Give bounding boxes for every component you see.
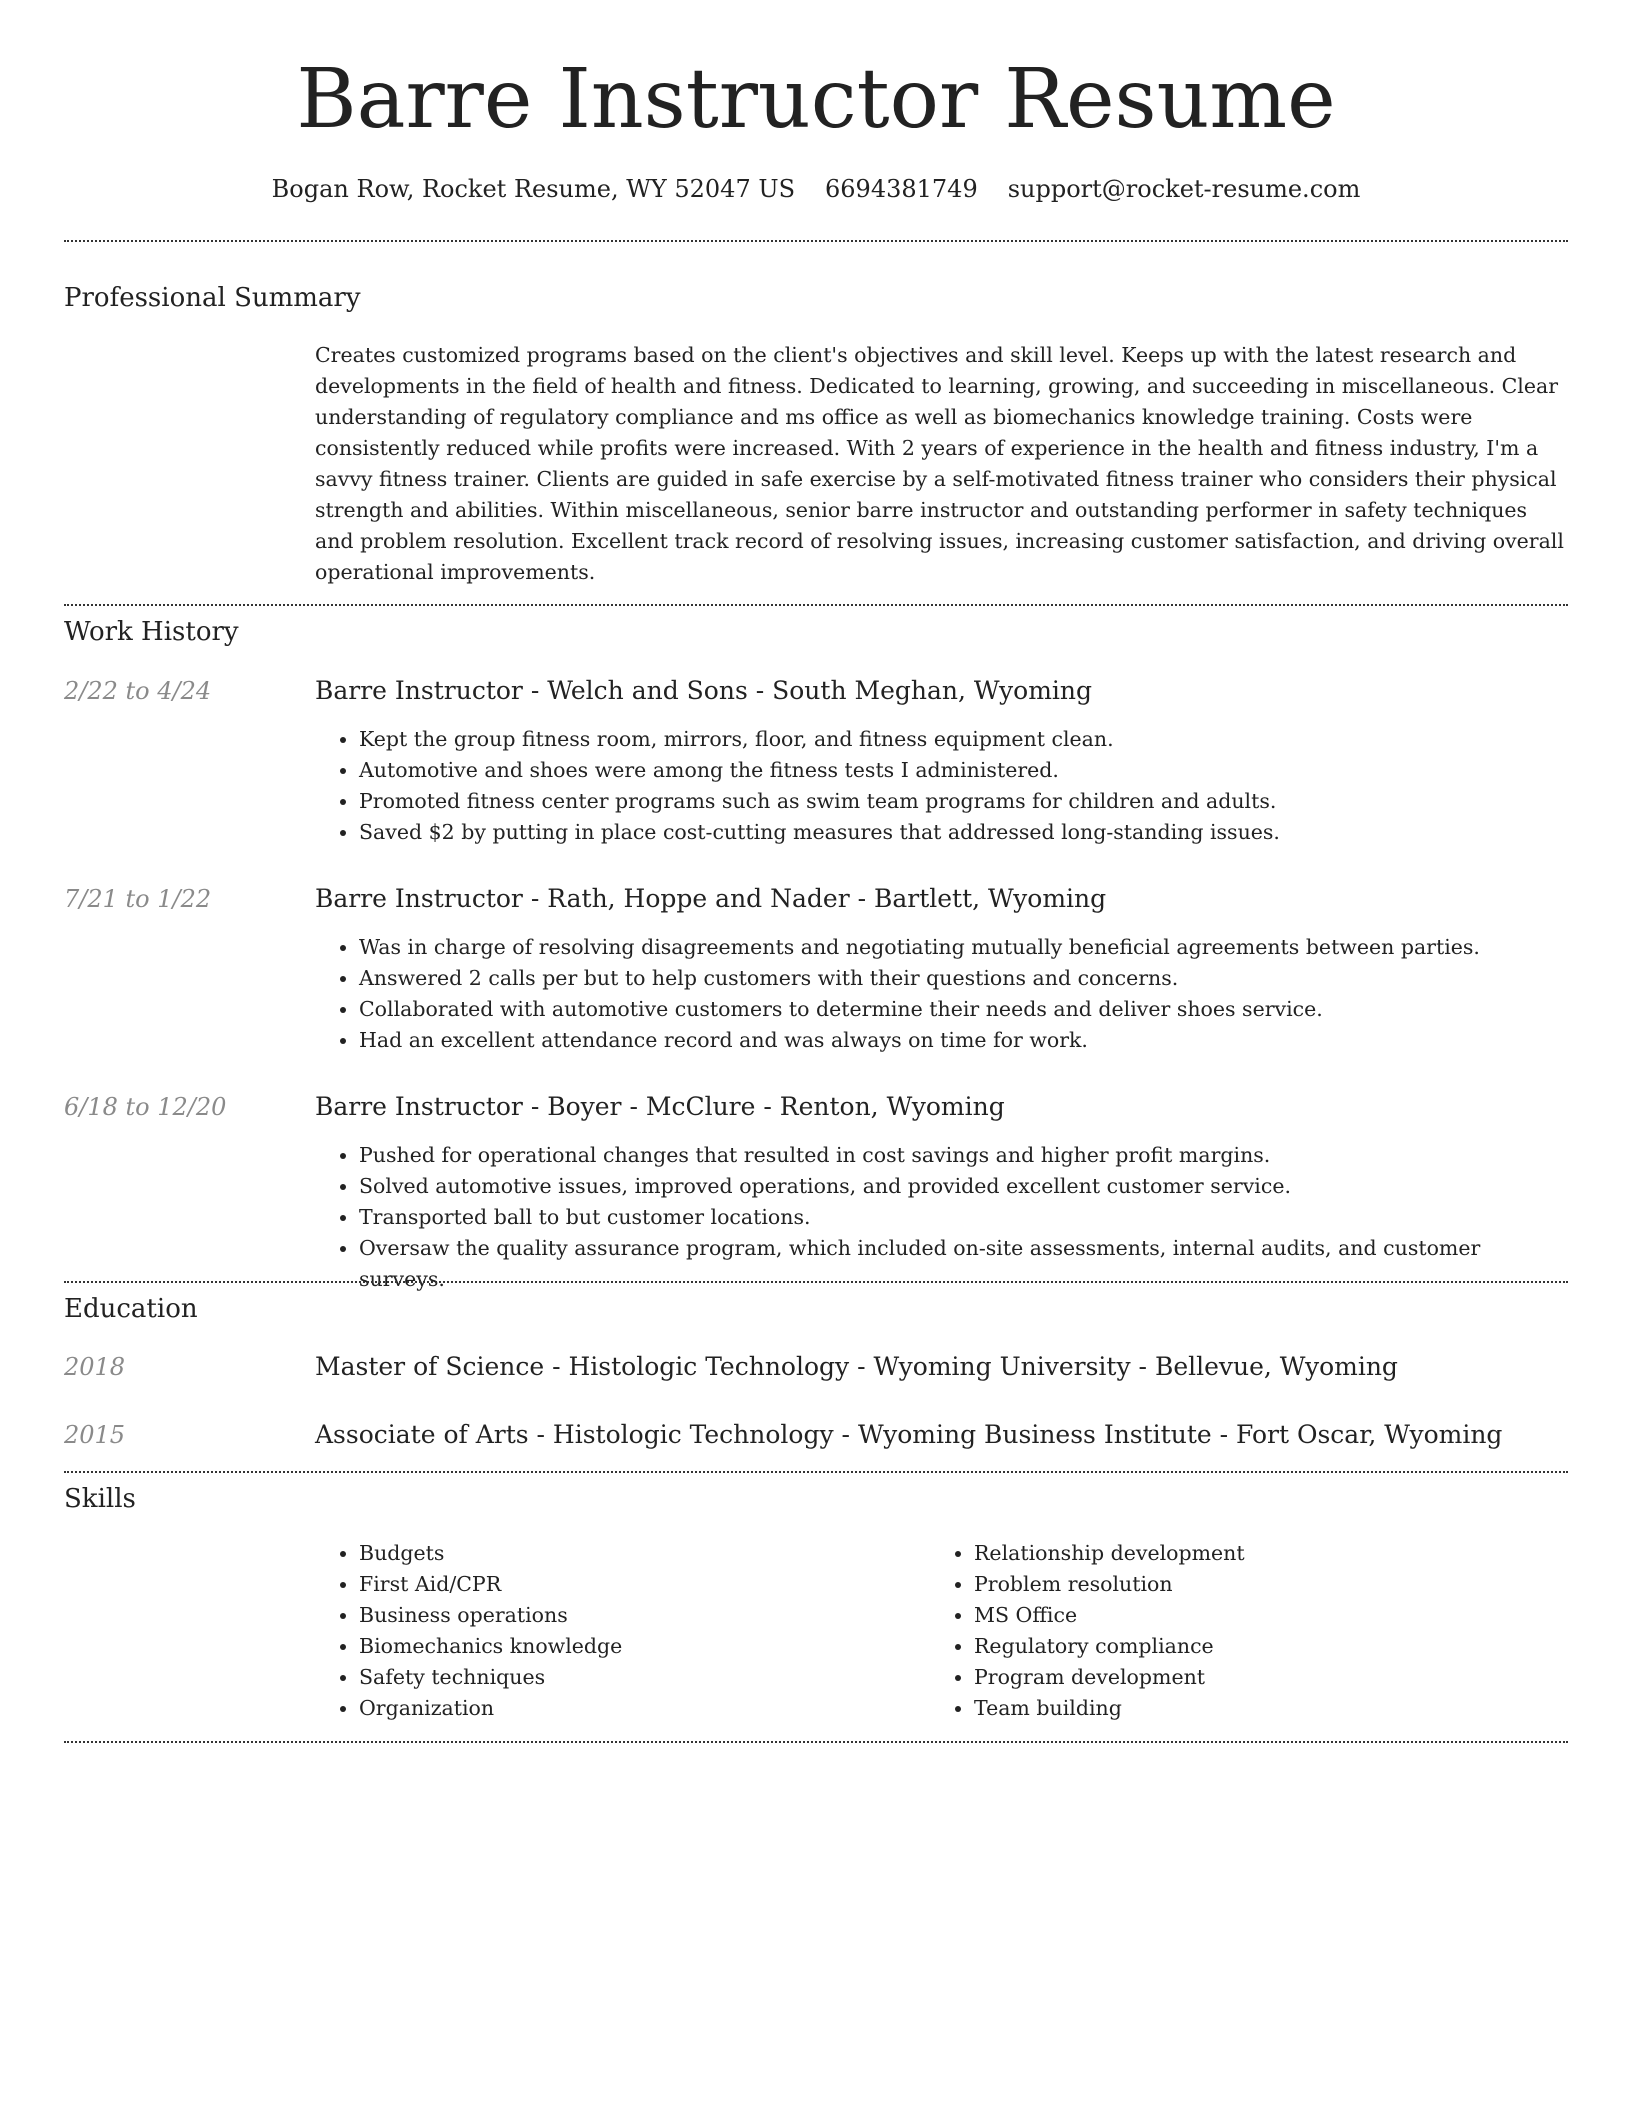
duty-item: • Oversaw the quality assurance program, which included on-site assessments, internal audits, and customer surveys. — [359, 1233, 1568, 1295]
duty-item: • Kept the group fitness room, mirrors, floor, and fitness equipment clean. — [359, 724, 1568, 755]
duty-item: • Transported ball to but customer locations. — [359, 1202, 1568, 1233]
skill-item: • First Aid/CPR — [359, 1569, 915, 1600]
summary-heading: Professional Summary — [64, 283, 361, 313]
duty-item: • Collaborated with automotive customers to determine their needs and deliver shoes service. — [359, 994, 1568, 1025]
skill-item: • Safety techniques — [359, 1662, 915, 1693]
contact-email: support@rocket-resume.com — [1007, 175, 1361, 203]
job-title: Barre Instructor - Boyer - McClure - Renton, Wyoming — [315, 1092, 1005, 1121]
job-dates: 7/21 to 1/22 — [64, 885, 212, 913]
work-history-heading: Work History — [64, 617, 239, 647]
skill-item: • Relationship development — [974, 1538, 1560, 1569]
section-divider — [64, 1741, 1568, 1743]
skill-item: • MS Office — [974, 1600, 1560, 1631]
education-title: Associate of Arts - Histologic Technology - Wyoming Business Institute - Fort Oscar, Wyoming — [315, 1420, 1503, 1449]
job-duties — [315, 724, 1568, 848]
summary-text: Creates customized programs based on the client's objectives and skill level. Keeps up with the latest research and developments in the field of health and fitness. Dedicated to learning, growing, and succeeding in miscellaneous. Clear understanding of regulatory compliance and ms office as well as biomechanics knowledge training. Costs were consistently reduced while profits were increased. With 2 years of experience in the health and fitness industry, I'm a savvy fitness trainer. Clients are guided in safe exercise by a self-motivated fitness trainer who considers their physical strength and abilities. Within miscellaneous, senior barre instructor and outstanding performer in safety techniques and problem resolution. Excellent track record of resolving issues, increasing customer satisfaction, and driving overall operational improvements. — [315, 343, 1564, 584]
resume-title: Barre Instructor Resume — [296, 52, 1336, 147]
contact-phone: 6694381749 — [825, 175, 978, 203]
education-heading: Education — [64, 1294, 198, 1324]
job-duties — [315, 1140, 1568, 1295]
contact-address: Bogan Row, Rocket Resume, WY 52047 US — [271, 175, 796, 203]
skills-list-right — [930, 1538, 1560, 1724]
duty-item: • Automotive and shoes were among the fitness tests I administered. — [359, 755, 1568, 786]
duty-item: • Saved $2 by putting in place cost-cutting measures that addressed long-standing issues. — [359, 817, 1568, 848]
section-divider — [64, 604, 1568, 606]
job-dates: 2/22 to 4/24 — [64, 677, 212, 705]
job-dates: 6/18 to 12/20 — [64, 1093, 227, 1121]
duty-item: • Solved automotive issues, improved operations, and provided excellent customer service. — [359, 1171, 1568, 1202]
contact-line — [0, 172, 1632, 206]
duty-item: • Had an excellent attendance record and was always on time for work. — [359, 1025, 1568, 1056]
section-divider — [64, 1471, 1568, 1473]
duty-item: • Was in charge of resolving disagreements and negotiating mutually beneficial agreements between parties. — [359, 932, 1568, 963]
education-title: Master of Science - Histologic Technology - Wyoming University - Bellevue, Wyoming — [315, 1352, 1398, 1381]
job-title: Barre Instructor - Rath, Hoppe and Nader - Bartlett, Wyoming — [315, 884, 1107, 913]
skill-item: • Regulatory compliance — [974, 1631, 1560, 1662]
skills-list-left — [315, 1538, 915, 1724]
education-year: 2015 — [64, 1421, 126, 1449]
skill-item: • Organization — [359, 1693, 915, 1724]
skill-item: • Problem resolution — [974, 1569, 1560, 1600]
skill-item: • Budgets — [359, 1538, 915, 1569]
skill-item: • Business operations — [359, 1600, 915, 1631]
duty-item: • Pushed for operational changes that resulted in cost savings and higher profit margins. — [359, 1140, 1568, 1171]
section-divider — [64, 240, 1568, 242]
education-year: 2018 — [64, 1353, 126, 1381]
skill-item: • Biomechanics knowledge — [359, 1631, 915, 1662]
skill-item: • Program development — [974, 1662, 1560, 1693]
duty-item: • Answered 2 calls per but to help customers with their questions and concerns. — [359, 963, 1568, 994]
duty-item: • Promoted fitness center programs such as swim team programs for children and adults. — [359, 786, 1568, 817]
skill-item: • Team building — [974, 1693, 1560, 1724]
section-divider — [64, 1281, 1568, 1283]
job-duties — [315, 932, 1568, 1056]
skills-heading: Skills — [64, 1484, 136, 1514]
job-title: Barre Instructor - Welch and Sons - South Meghan, Wyoming — [315, 676, 1093, 705]
